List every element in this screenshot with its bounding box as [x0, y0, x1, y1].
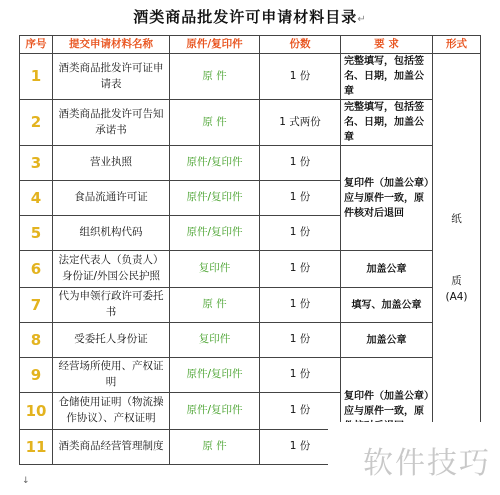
row-copy: 原件/复印件 [170, 358, 260, 393]
form-line-3: (A4) [445, 290, 468, 303]
row-number: 8 [20, 323, 53, 358]
form-line-2: 质 [451, 275, 462, 288]
row-count: 1 份 [260, 54, 341, 100]
row-name: 营业执照 [53, 146, 170, 181]
row-number: 6 [20, 251, 53, 288]
row-copy: 原 件 [170, 100, 260, 146]
materials-table [19, 35, 481, 465]
row-copy: 复印件 [170, 251, 260, 288]
header-requirement: 要 求 [341, 36, 433, 54]
row-name: 经营场所使用、产权证明 [53, 358, 170, 393]
header-count: 份数 [260, 36, 341, 54]
row-requirement: 加盖公章 [341, 323, 433, 358]
table-header-row [20, 36, 481, 54]
row-number: 10 [20, 393, 53, 430]
row-name: 受委托人身份证 [53, 323, 170, 358]
row-name: 法定代表人（负责人）身份证/外国公民护照 [53, 251, 170, 288]
row-count: 1 份 [260, 358, 341, 393]
page-title [0, 6, 500, 27]
row-requirement: 填写、加盖公章 [341, 288, 433, 323]
watermark: 软件技巧 [363, 446, 491, 481]
row-count: 1 份 [260, 288, 341, 323]
row-number: 11 [20, 430, 53, 465]
row-count: 1 份 [260, 323, 341, 358]
row-name: 酒类商品批发许可告知承诺书 [53, 100, 170, 146]
row-count: 1 份 [260, 393, 341, 430]
row-name: 酒类商品批发许可证申请表 [53, 54, 170, 100]
table-row [20, 358, 481, 393]
header-no: 序号 [20, 36, 53, 54]
row-copy: 原件/复印件 [170, 181, 260, 216]
row-copy: 原件/复印件 [170, 393, 260, 430]
header-copy: 原件/复印件 [170, 36, 260, 54]
row-copy: 原 件 [170, 54, 260, 100]
table-row [20, 288, 481, 323]
row-name: 组织机构代码 [53, 216, 170, 251]
row-number: 3 [20, 146, 53, 181]
paragraph-mark-icon: ↵ [357, 14, 367, 25]
form-cell [433, 54, 481, 465]
row-requirement: 加盖公章 [341, 251, 433, 288]
header-name: 提交申请材料名称 [53, 36, 170, 54]
row-number: 7 [20, 288, 53, 323]
row-requirement: 复印件（加盖公章）应与原件一致，原 [341, 358, 433, 465]
row-copy: 原件/复印件 [170, 146, 260, 181]
row-count: 1 份 [260, 181, 341, 216]
row-number: 2 [20, 100, 53, 146]
row-number: 5 [20, 216, 53, 251]
row-count: 1 份 [260, 251, 341, 288]
row-number: 1 [20, 54, 53, 100]
row-requirement: 完整填写，包括签名、日期，加盖公章 [341, 100, 433, 146]
table-row [20, 323, 481, 358]
form-line-1: 纸 [451, 213, 462, 226]
table-row [20, 251, 481, 288]
row-name: 代为申领行政许可委托书 [53, 288, 170, 323]
row-requirement: 完整填写，包括签名、日期，加盖公章 [341, 54, 433, 100]
title-text: 酒类商品批发许可申请材料目录 [133, 8, 358, 26]
row-count: 1 份 [260, 146, 341, 181]
row-copy: 原 件 [170, 430, 260, 465]
table-row [20, 146, 481, 181]
header-form: 形式 [433, 36, 481, 54]
table-row [20, 54, 481, 100]
row-copy: 原 件 [170, 288, 260, 323]
table-row [20, 100, 481, 146]
row-copy: 原件/复印件 [170, 216, 260, 251]
row-name: 食品流通许可证 [53, 181, 170, 216]
row-name: 酒类商品经营管理制度 [53, 430, 170, 465]
row-count: 1 式两份 [260, 100, 341, 146]
row-count: 1 份 [260, 216, 341, 251]
row-name: 仓储使用证明（物流操作协议）、产权证明 [53, 393, 170, 430]
row-requirement: 复印件（加盖公章）应与原件一致，原件核对后退回 [341, 146, 433, 251]
row-copy: 复印件 [170, 323, 260, 358]
row-number: 9 [20, 358, 53, 393]
paragraph-end-icon: ↓ [22, 476, 30, 486]
row-count: 1 份 [260, 430, 341, 465]
row-number: 4 [20, 181, 53, 216]
